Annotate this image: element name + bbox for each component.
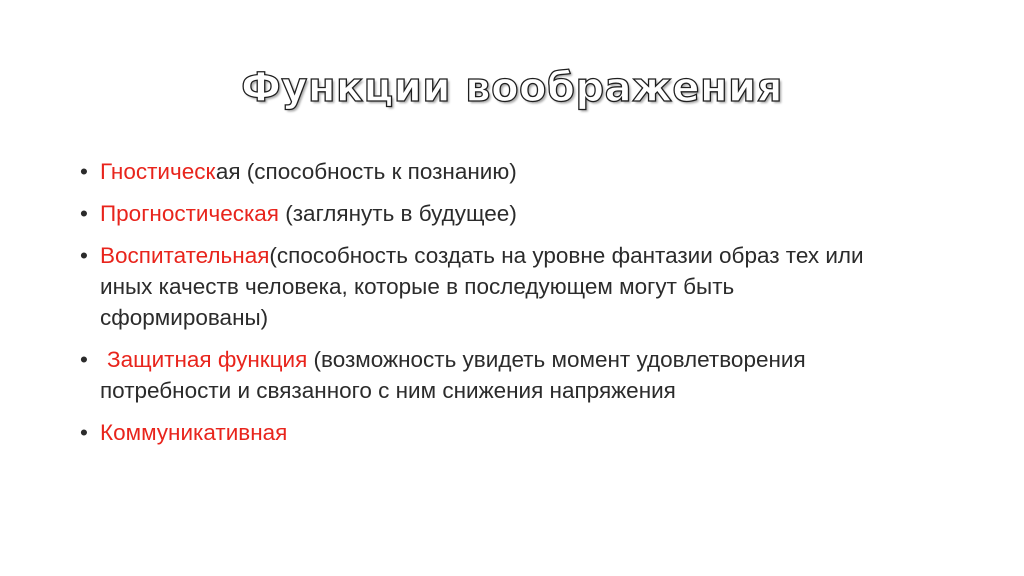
desc-prognostic: (заглянуть в будущее) <box>279 201 517 226</box>
term-communicative: Коммуникативная <box>100 420 288 445</box>
desc-educational: (способность создать на уровне фантазии образ тех или иных качеств человека, которые в последующем могут быть сформированы) <box>100 243 864 330</box>
bullet-icon: • <box>80 243 88 268</box>
bullet-list <box>78 156 898 459</box>
slide-title: Функции воображения <box>241 65 783 111</box>
list-item-gnostic <box>78 156 898 187</box>
list-item-protective <box>78 344 898 406</box>
bullet-icon: • <box>80 420 88 445</box>
list-item-communicative <box>78 417 898 448</box>
desc-gnostic: (способность к познанию) <box>240 159 517 184</box>
term-prognostic: Прогностическая <box>100 201 279 226</box>
bullet-icon: • <box>80 347 88 372</box>
term-educational: Воспитательная <box>100 243 270 268</box>
term-protective: Защитная функция <box>107 347 308 372</box>
list-item-prognostic <box>78 198 898 229</box>
bullet-icon: • <box>80 159 88 184</box>
list-item-educational <box>78 240 898 333</box>
desc-protective: (возможность увидеть момент удовлетворения потребности и связанного с ним снижения напряжения <box>100 347 806 403</box>
term-gnostic-tail: ая <box>215 159 241 184</box>
bullet-icon: • <box>80 201 88 226</box>
term-gnostic: Гностическ <box>100 159 216 184</box>
